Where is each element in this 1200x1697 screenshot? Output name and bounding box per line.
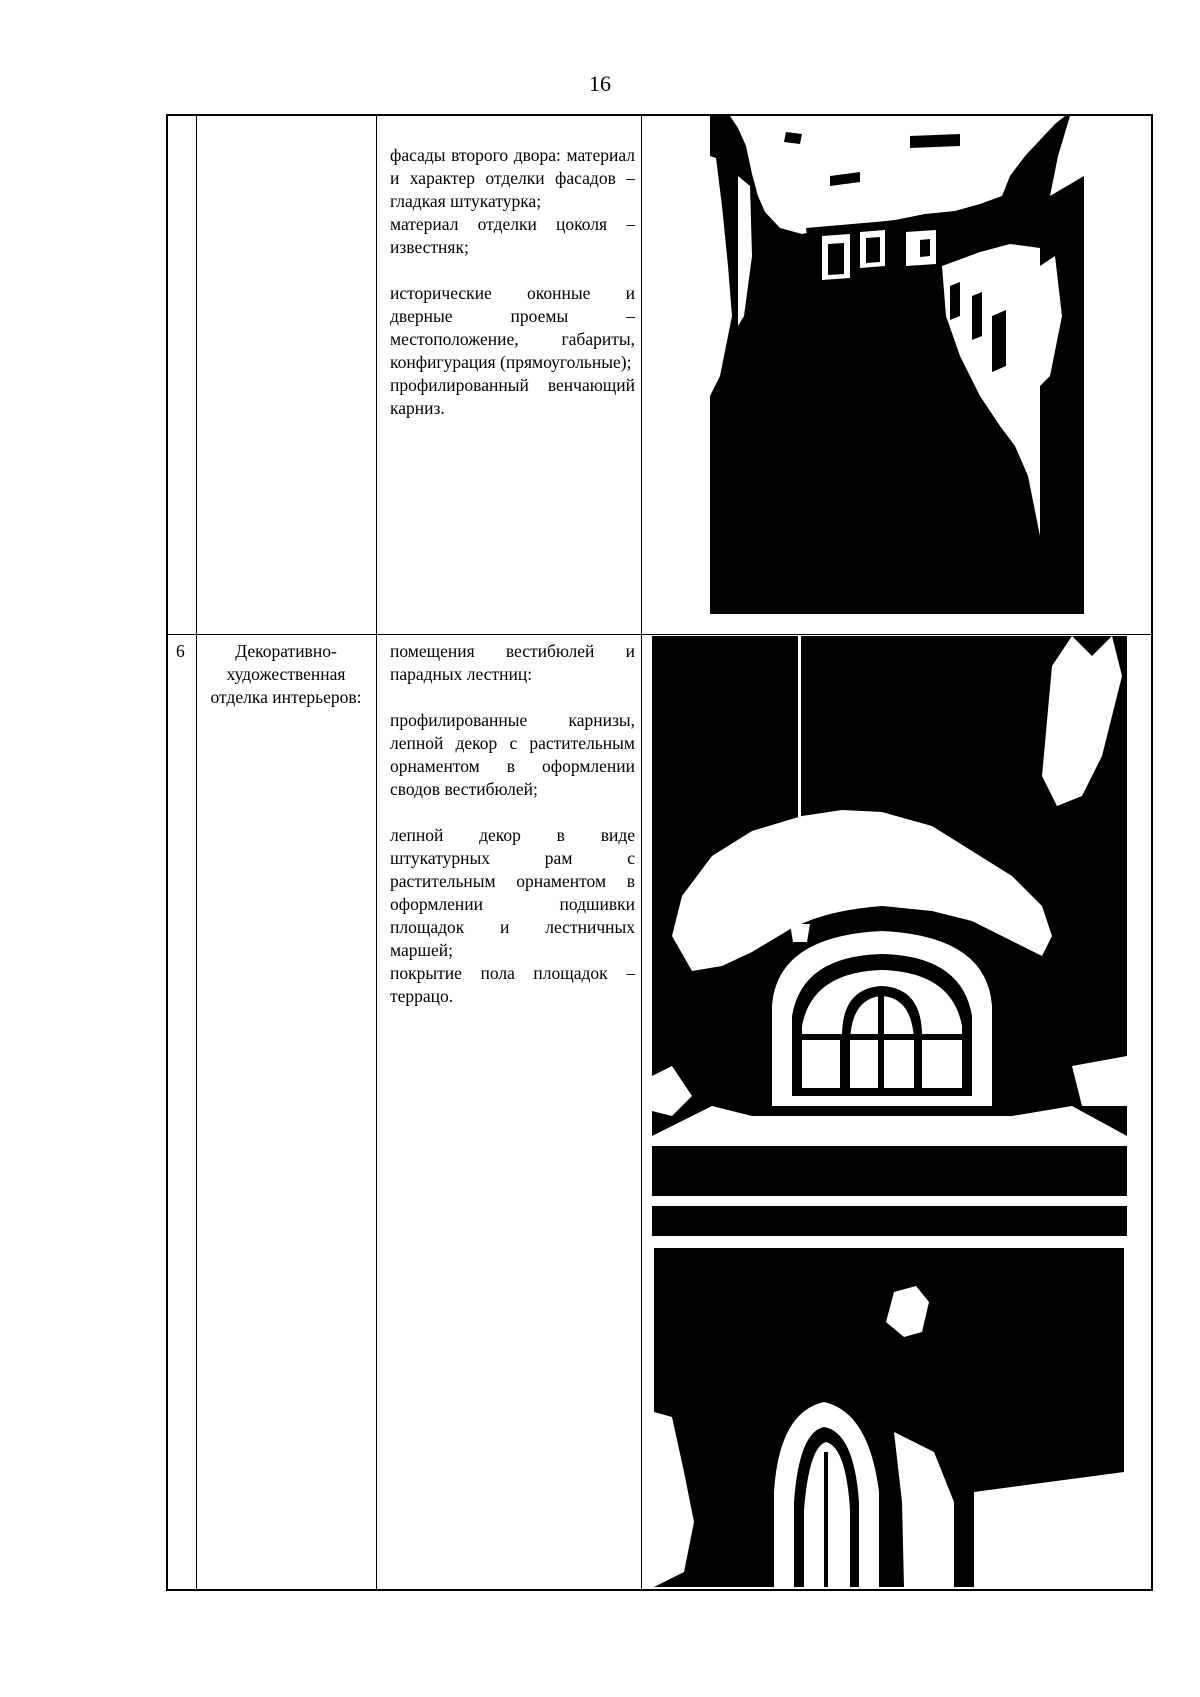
facade-courtyard-photo xyxy=(710,116,1084,614)
row-6-number: 6 xyxy=(176,641,185,661)
row-6-description xyxy=(390,640,635,1008)
column-divider-3 xyxy=(641,114,642,1591)
row-6-name: Декоративно-художественная отделка интерьеров: xyxy=(210,641,362,707)
row-1-paragraph-2: материал отделки цоколя – известняк; xyxy=(390,214,635,257)
column-divider-2 xyxy=(376,114,377,1591)
column-divider-1 xyxy=(196,114,197,1591)
row-6-paragraph-3: лепной декор в виде штукатурных рам с растительным орнаментом в оформлении подшивки площадок и лестничных маршей; xyxy=(390,825,635,960)
row-divider xyxy=(166,634,1153,635)
page-number: 16 xyxy=(589,71,611,96)
vestibule-arch-window-photo xyxy=(652,636,1127,1236)
row-1-paragraph-1: фасады второго двора: материал и характер отделки фасадов – гладкая штукатурка; xyxy=(390,145,635,211)
objects-table xyxy=(166,114,1153,1591)
row-1-paragraph-4: профилированный венчающий карниз. xyxy=(390,375,635,418)
staircase-arch-photo xyxy=(654,1242,1124,1587)
row-1-description xyxy=(390,144,635,420)
row-1-paragraph-3: исторические оконные и дверные проемы – местоположение, габариты, конфигурация (прямоугольные); xyxy=(390,283,635,372)
table-border-bottom xyxy=(166,1589,1153,1591)
table-border-left xyxy=(166,114,168,1591)
row-6-paragraph-2: профилированные карнизы, лепной декор с растительным орнаментом в оформлении сводов вестибюлей; xyxy=(390,710,635,799)
table-border-right xyxy=(1151,114,1153,1591)
row-6-paragraph-1: помещения вестибюлей и парадных лестниц: xyxy=(390,641,635,684)
row-6-paragraph-4: покрытие пола площадок – террацо. xyxy=(390,963,635,1006)
